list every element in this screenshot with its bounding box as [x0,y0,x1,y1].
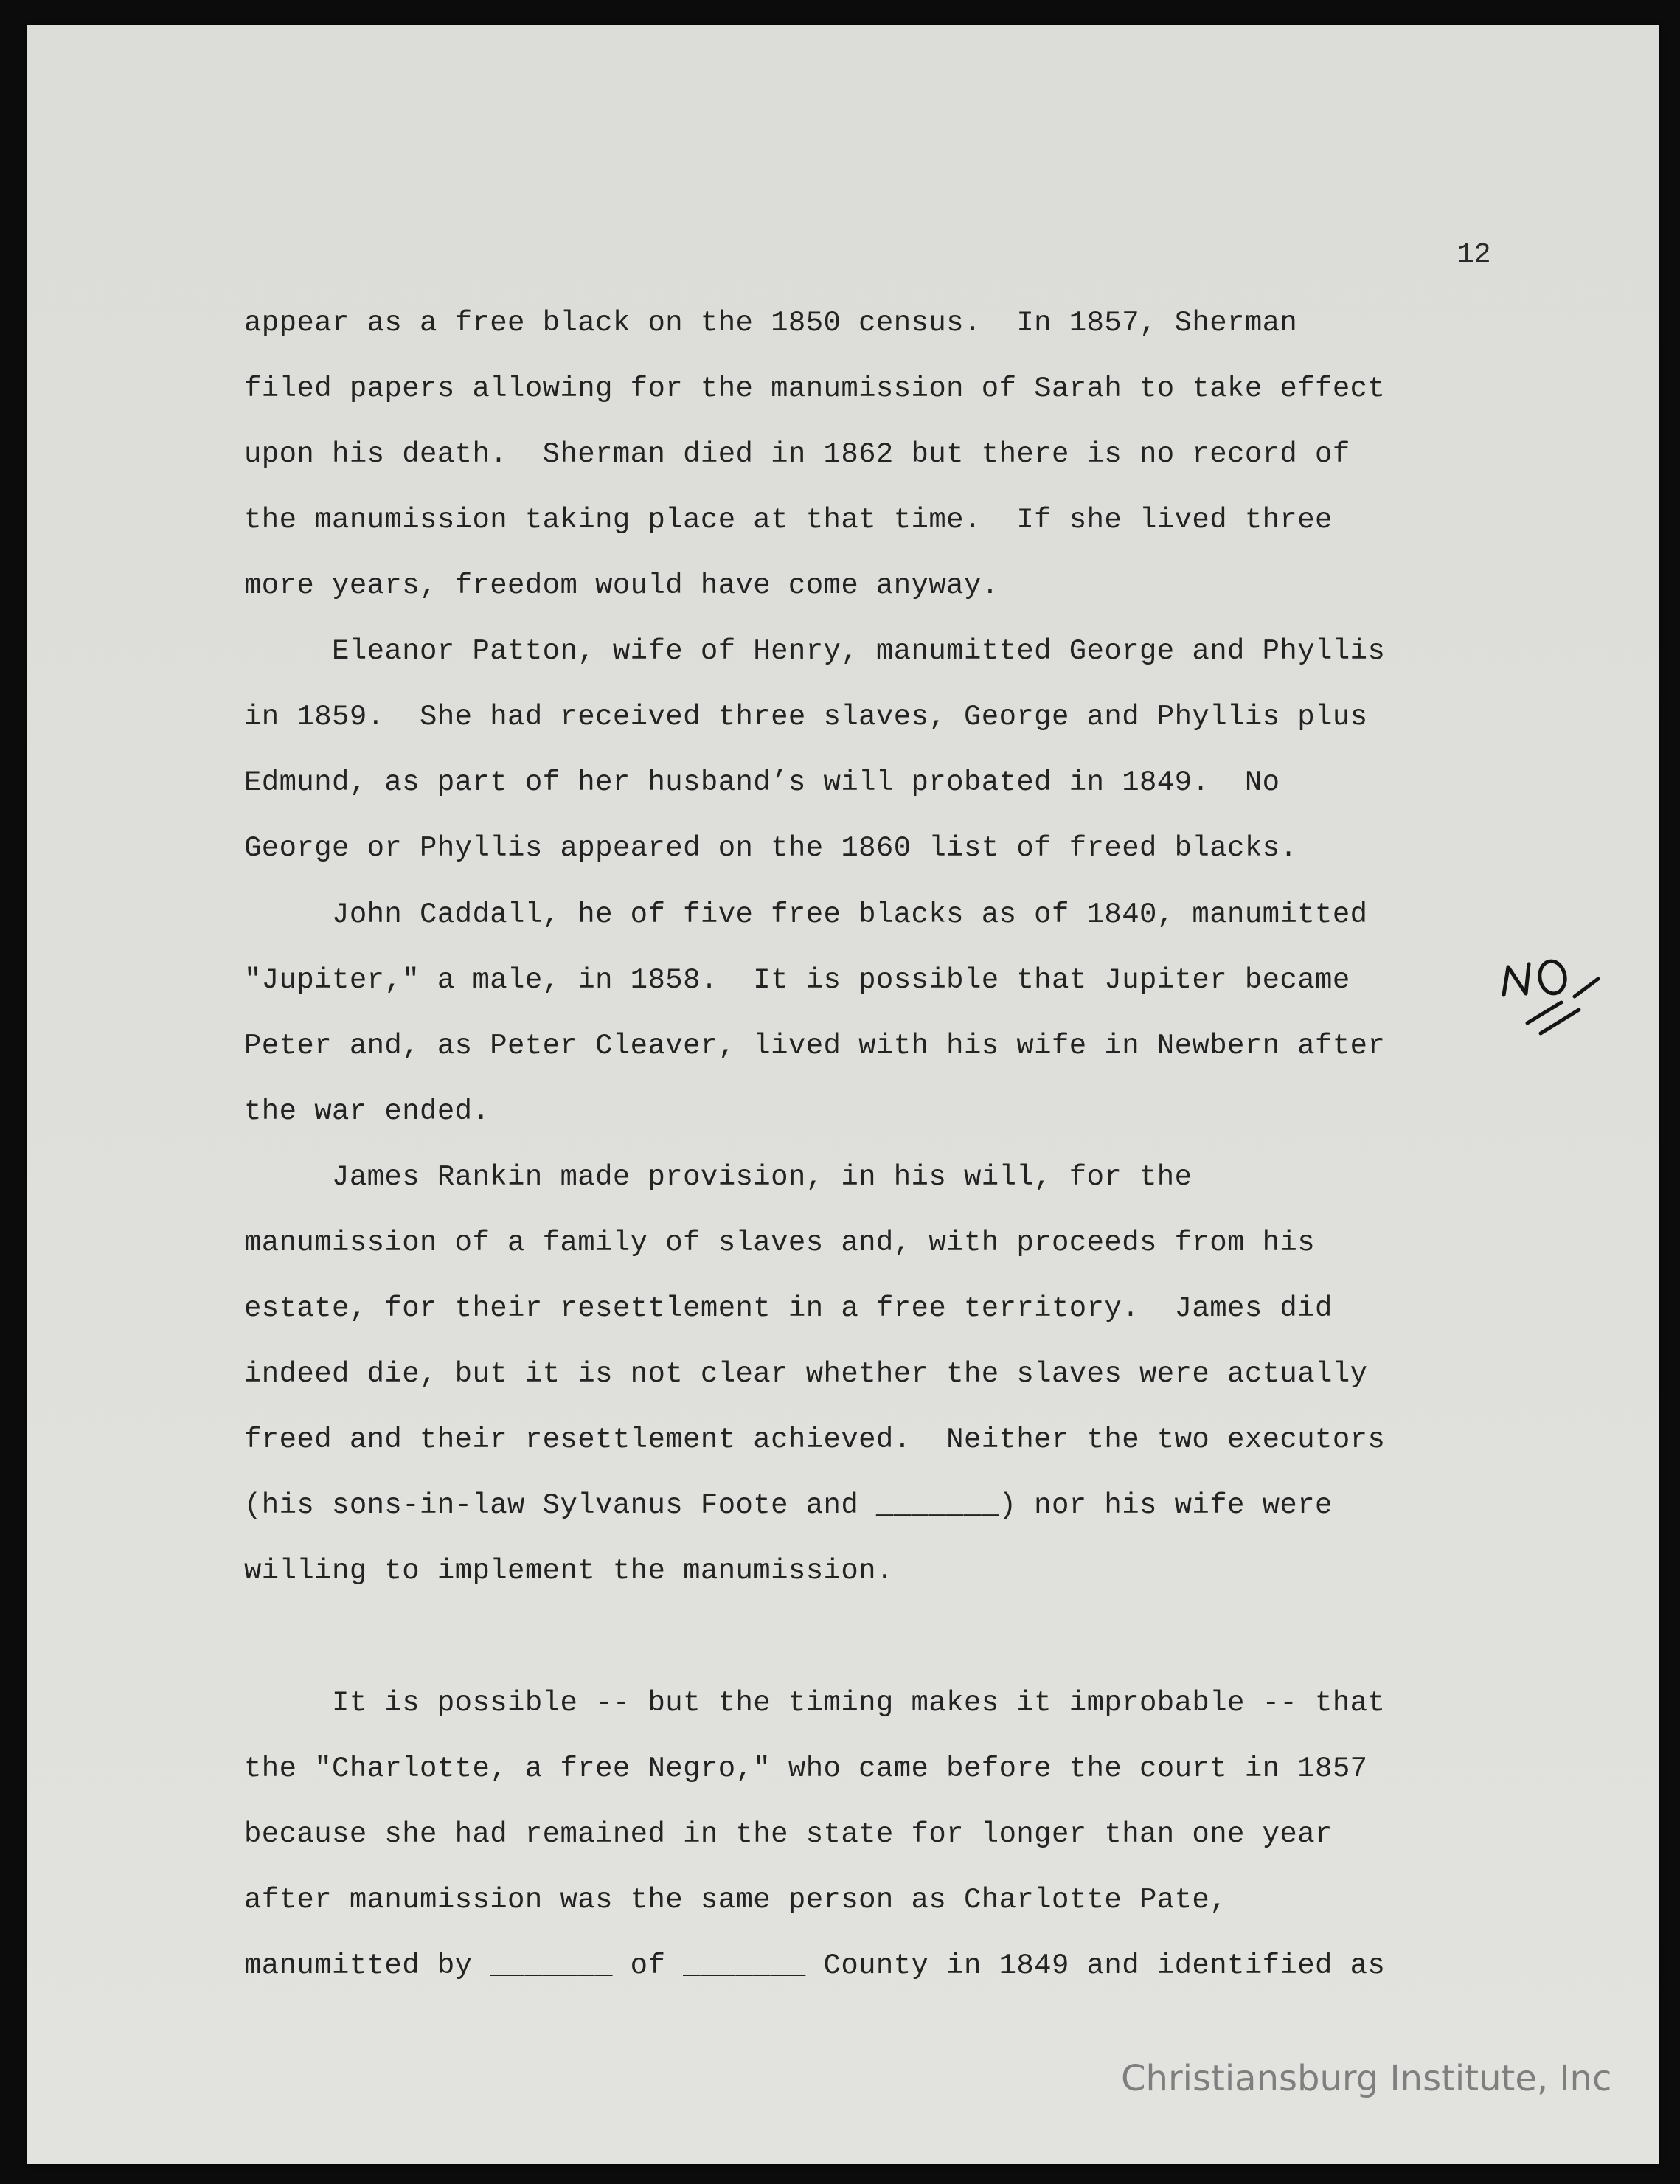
text-line: Edmund, as part of her husband’s will probated in 1849. No [244,766,1280,799]
text-line: Eleanor Patton, wife of Henry, manumitted George and Phyllis [244,635,1386,668]
text-line: in 1859. She had received three slaves, George and Phyllis plus [244,701,1368,733]
watermark: Christiansburg Institute, Inc [1121,2058,1612,2099]
handwritten-note [1498,951,1608,1047]
document-page [27,25,1659,2164]
text-line: appear as a free black on the 1850 census. In 1857, Sherman [244,307,1298,339]
text-line: manumitted by _______ of _______ County in 1849 and identified as [244,1949,1386,1982]
text-line: the "Charlotte, a free Negro," who came before the court in 1857 [244,1753,1368,1785]
text-line: after manumission was the same person as Charlotte Pate, [244,1884,1228,1916]
text-line: upon his death. Sherman died in 1862 but there is no record of [244,438,1350,471]
text-line: the manumission taking place at that time. If she lived three [244,504,1333,536]
text-line: because she had remained in the state for longer than one year [244,1818,1333,1851]
text-line: John Caddall, he of five free blacks as of 1840, manumitted [244,898,1368,931]
text-line: James Rankin made provision, in his will, for the [244,1161,1193,1193]
text-line: It is possible -- but the timing makes it improbable -- that [244,1687,1386,1719]
page-number: 12 [1457,239,1491,271]
text-line: more years, freedom would have come anyway. [244,569,999,602]
text-line: willing to implement the manumission. [244,1555,894,1587]
text-line: "Jupiter," a male, in 1858. It is possible that Jupiter became [244,964,1350,996]
text-line: the war ended. [244,1095,490,1128]
text-line: estate, for their resettlement in a free territory. James did [244,1292,1333,1325]
text-line: indeed die, but it is not clear whether the slaves were actually [244,1358,1368,1390]
text-line: freed and their resettlement achieved. Neither the two executors [244,1424,1386,1456]
text-line: George or Phyllis appeared on the 1860 list of freed blacks. [244,832,1298,864]
text-line: filed papers allowing for the manumission of Sarah to take effect [244,372,1386,405]
text-line: Peter and, as Peter Cleaver, lived with his wife in Newbern after [244,1030,1386,1062]
text-line: (his sons-in-law Sylvanus Foote and _______) nor his wife were [244,1489,1333,1522]
text-line: manumission of a family of slaves and, with proceeds from his [244,1227,1316,1259]
